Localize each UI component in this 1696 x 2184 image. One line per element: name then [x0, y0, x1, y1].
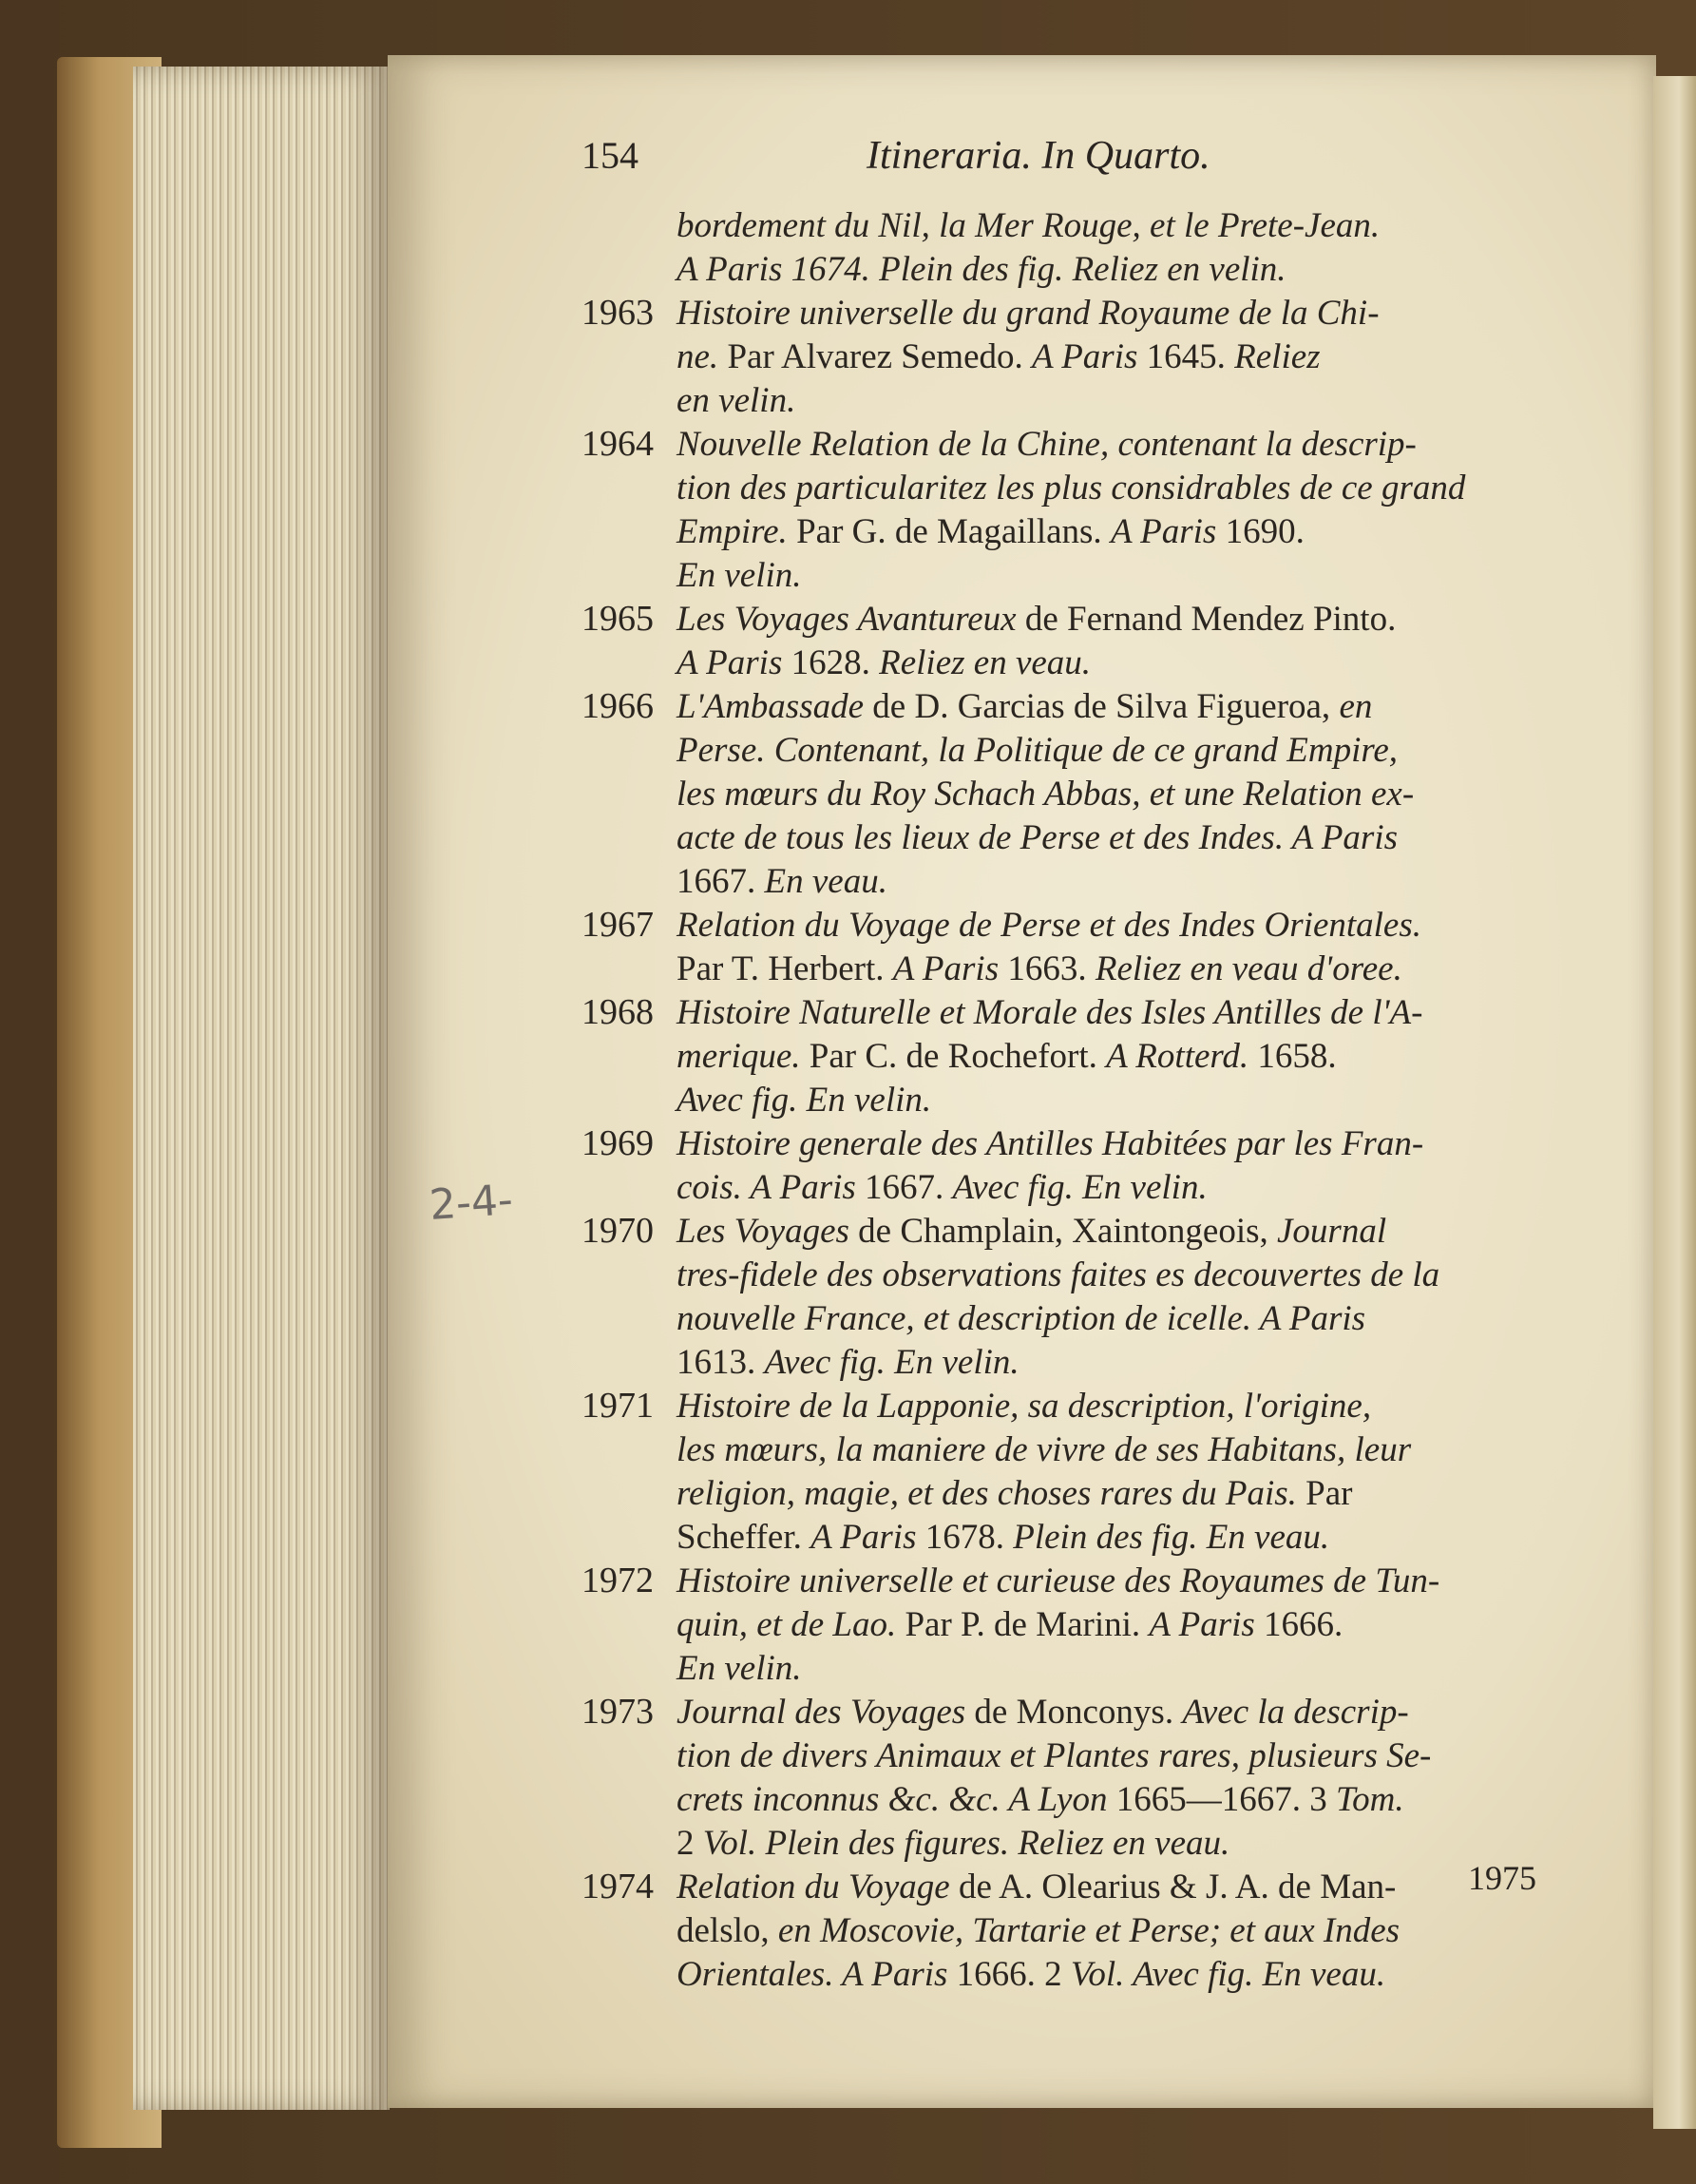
catalogue-entry	[581, 204, 1565, 292]
entry-number: 1974	[581, 1867, 654, 1906]
text-run: en Moscovie, Tartarie et Perse; et aux Indes	[777, 1911, 1401, 1950]
text-run: crets inconnus &c. &c. A Lyon	[676, 1780, 1116, 1819]
entry-line	[581, 598, 1565, 642]
entry-line	[581, 1560, 1565, 1603]
catalogue-entry	[581, 904, 1565, 991]
entry-line	[581, 1778, 1565, 1822]
text-run: En velin.	[676, 556, 802, 595]
entry-line	[581, 1734, 1565, 1778]
text-run: Vol. Plein des figures. Reliez en veau.	[702, 1824, 1230, 1863]
text-run: Par C. de Rochefort.	[809, 1037, 1107, 1076]
text-run: 2	[676, 1824, 703, 1863]
page-edges	[133, 67, 390, 2110]
catalogue-entry	[581, 1560, 1565, 1691]
entry-line	[581, 292, 1565, 335]
text-run: delslo,	[676, 1911, 778, 1950]
text-run: Empire.	[676, 512, 797, 551]
facing-page-edge	[1653, 76, 1696, 2129]
text-run: Histoire universelle et curieuse des Royaumes de Tun-	[676, 1561, 1440, 1600]
text-run: en velin.	[676, 381, 796, 420]
text-run: Perse. Contenant, la Politique de ce grand Empire,	[676, 731, 1399, 770]
text-run: en	[1339, 687, 1373, 726]
entry-line	[581, 642, 1565, 685]
entry-line	[581, 1647, 1565, 1691]
text-run: Plein des fig. En veau.	[1013, 1518, 1330, 1557]
text-run: 1665—1667. 3	[1115, 1780, 1336, 1819]
text-run: Par	[1305, 1474, 1353, 1513]
entry-line	[581, 204, 1565, 248]
text-run: A Rotterd.	[1106, 1037, 1258, 1076]
text-run: les mœurs, la maniere de vivre de ses Habitans, leur	[676, 1430, 1412, 1469]
text-run: Histoire Naturelle et Morale des Isles Antilles de l'A-	[676, 993, 1423, 1032]
running-title: Itineraria. In Quarto.	[867, 134, 1210, 178]
text-run: Reliez	[1234, 337, 1321, 376]
text-run: Avec fig. En velin.	[952, 1168, 1208, 1207]
entry-number: 1966	[581, 686, 654, 726]
catalogue-entry	[581, 1210, 1565, 1385]
entry-line	[581, 1516, 1565, 1560]
entry-line	[581, 1341, 1565, 1385]
text-run: L'Ambassade	[676, 687, 873, 726]
entry-number: 1970	[581, 1211, 654, 1251]
text-run: Avec fig. En velin.	[676, 1081, 932, 1120]
text-run: 1613.	[676, 1343, 765, 1382]
text-run: Par P. de Marini.	[905, 1605, 1150, 1644]
text-run: nouvelle France, et description de icelle. A Paris	[676, 1299, 1366, 1338]
entry-line	[581, 248, 1565, 292]
entry-number: 1969	[581, 1123, 654, 1163]
text-run: 1678.	[924, 1518, 1014, 1557]
text-run: Les Voyages Avantureux	[676, 600, 1025, 639]
entry-line	[581, 423, 1565, 467]
text-run: de D. Garcias de Silva Figueroa,	[872, 687, 1340, 726]
entry-line	[581, 1297, 1565, 1341]
entry-number: 1967	[581, 905, 654, 945]
entry-line	[581, 729, 1565, 773]
running-head	[581, 133, 1579, 190]
catchword: 1975	[1468, 1859, 1536, 1897]
entry-line	[581, 1385, 1565, 1428]
text-run: A Paris	[1032, 337, 1147, 376]
text-run: Orientales. A Paris	[676, 1955, 957, 1994]
text-run: A Paris 1674. Plein des fig. Reliez en velin.	[676, 250, 1286, 289]
entry-line	[581, 1691, 1565, 1734]
text-run: Journal des Voyages	[676, 1693, 975, 1732]
entry-number: 1964	[581, 424, 654, 464]
text-run: Les Voyages	[676, 1212, 859, 1251]
text-run: Relation du Voyage de Perse et des Indes Orientales.	[676, 906, 1421, 945]
entry-line	[581, 904, 1565, 948]
entry-line	[581, 510, 1565, 554]
catalogue-entry	[581, 598, 1565, 685]
entry-line	[581, 1603, 1565, 1647]
text-run: cois. A Paris	[676, 1168, 866, 1207]
text-run: 1667.	[676, 862, 765, 901]
text-run: tres-fidele des observations faites es decouvertes de la	[676, 1255, 1440, 1294]
text-run: quin, et de Lao.	[676, 1605, 905, 1644]
text-run: Histoire de la Lapponie, sa description, l'origine,	[676, 1387, 1372, 1426]
text-run: En veau.	[764, 862, 887, 901]
text-run: tion des particularitez les plus considrables de ce grand	[676, 469, 1466, 508]
text-run: Par G. de Magaillans.	[796, 512, 1111, 551]
entry-number: 1965	[581, 599, 654, 639]
text-run: Tom.	[1335, 1780, 1404, 1819]
entry-line	[581, 1866, 1565, 1909]
entry-line	[581, 685, 1565, 729]
entry-line	[581, 1472, 1565, 1516]
entry-line	[581, 991, 1565, 1035]
catalogue-entry	[581, 423, 1565, 598]
text-run: bordement du Nil, la Mer Rouge, et le Prete-Jean.	[676, 206, 1381, 245]
entry-line	[581, 1953, 1565, 1997]
text-run: tion de divers Animaux et Plantes rares, plusieurs Se-	[676, 1736, 1432, 1775]
text-run: A Paris	[1149, 1605, 1265, 1644]
text-run: A Paris	[676, 643, 791, 682]
text-run: 1645.	[1146, 337, 1235, 376]
text-run: Par T. Herbert.	[676, 949, 893, 988]
page-number: 154	[581, 134, 638, 177]
text-run: Vol. Avec fig. En veau.	[1070, 1955, 1386, 1994]
text-run: religion, magie, et des choses rares du Pais.	[676, 1474, 1306, 1513]
entry-line	[581, 1035, 1565, 1079]
entry-number: 1971	[581, 1386, 654, 1426]
text-run: Histoire universelle du grand Royaume de la Chi-	[676, 294, 1380, 333]
text-run: Nouvelle Relation de la Chine, contenant la descrip-	[676, 425, 1417, 464]
entry-line	[581, 1210, 1565, 1254]
text-run: Scheffer.	[676, 1518, 811, 1557]
catalogue-entry	[581, 991, 1565, 1122]
text-run: A Paris	[892, 949, 1008, 988]
entry-line	[581, 1909, 1565, 1953]
text-run: de Monconys.	[974, 1693, 1183, 1732]
entry-line	[581, 773, 1565, 816]
entry-line	[581, 1166, 1565, 1210]
text-run: En velin.	[676, 1649, 802, 1688]
text-run: de Champlain, Xaintongeois,	[858, 1212, 1277, 1251]
text-run: les mœurs du Roy Schach Abbas, et une Relation ex-	[676, 775, 1415, 814]
text-run: 1628.	[791, 643, 880, 682]
text-run: de Fernand Mendez Pinto.	[1024, 600, 1397, 639]
entry-line	[581, 335, 1565, 379]
entry-line	[581, 554, 1565, 598]
entry-number: 1972	[581, 1561, 654, 1600]
text-run: Reliez en veau d'oree.	[1095, 949, 1402, 988]
entry-number: 1973	[581, 1692, 654, 1732]
entry-line	[581, 948, 1565, 991]
catalogue-entry	[581, 1122, 1565, 1210]
catalogue-entry	[581, 1385, 1565, 1560]
text-run: A Paris	[810, 1518, 925, 1557]
catalogue-entry	[581, 1866, 1565, 1997]
text-run: Avec fig. En velin.	[764, 1343, 1020, 1382]
entry-line	[581, 1428, 1565, 1472]
entry-line	[581, 467, 1565, 510]
entry-line	[581, 1122, 1565, 1166]
entry-line	[581, 1822, 1565, 1866]
text-run: Relation du Voyage	[676, 1868, 959, 1906]
text-run: 1666. 2	[956, 1955, 1071, 1994]
catalogue-entry	[581, 292, 1565, 423]
catalogue-entry	[581, 685, 1565, 904]
entry-line	[581, 816, 1565, 860]
entry-number: 1968	[581, 992, 654, 1032]
entry-line	[581, 1079, 1565, 1122]
text-run: de A. Olearius & J. A. de Man-	[958, 1868, 1397, 1906]
margin-annotation: 2-4-	[428, 1176, 515, 1230]
text-run: merique.	[676, 1037, 810, 1076]
text-run: 1690.	[1225, 512, 1305, 551]
catalogue-entries	[581, 204, 1565, 1997]
text-run: Histoire generale des Antilles Habitées par les Fran-	[676, 1124, 1424, 1163]
text-run: Reliez en veau.	[879, 643, 1092, 682]
text-run: Par Alvarez Semedo.	[727, 337, 1033, 376]
entry-line	[581, 379, 1565, 423]
text-run: 1663.	[1007, 949, 1096, 988]
text-run: 1667.	[865, 1168, 953, 1207]
text-run: acte de tous les lieux de Perse et des Indes. A Paris	[676, 818, 1399, 857]
text-run: 1658.	[1257, 1037, 1337, 1076]
text-run: Journal	[1277, 1212, 1387, 1251]
text-run: Avec la descrip-	[1182, 1693, 1409, 1732]
entry-line	[581, 1254, 1565, 1297]
text-run: ne.	[676, 337, 728, 376]
entry-line	[581, 860, 1565, 904]
catalogue-entry	[581, 1691, 1565, 1866]
entry-number: 1963	[581, 293, 654, 333]
text-run: 1666.	[1264, 1605, 1343, 1644]
text-run: A Paris	[1110, 512, 1226, 551]
